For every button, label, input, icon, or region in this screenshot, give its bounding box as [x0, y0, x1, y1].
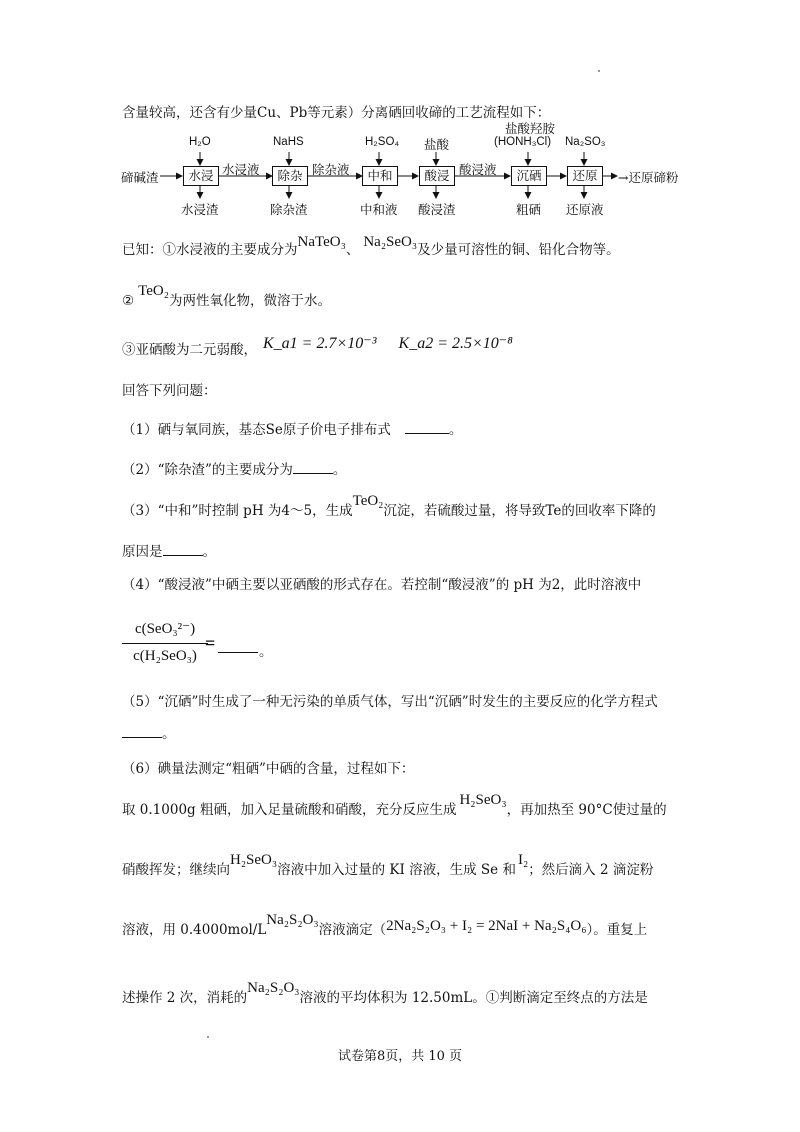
question-4: （4）“酸浸液”中硒主要以亚硒酸的形式存在。若控制“酸浸液”的 pH 为2，此时溶液中	[122, 577, 642, 593]
page-footer: 试卷第8页，共 10 页	[337, 1049, 463, 1064]
known-line-1	[122, 234, 620, 259]
answer-blank[interactable]	[122, 725, 162, 738]
formula: Na₂SeO₃	[363, 234, 418, 250]
circled-number: ②	[122, 293, 135, 309]
question-6-line-3	[122, 912, 648, 939]
step-box: 沉硒	[511, 166, 547, 186]
reagent-label: 盐酸羟胺	[505, 121, 556, 136]
reagent-label: Na₂SO₃	[565, 136, 606, 148]
output-label: 还原液	[566, 202, 604, 217]
formula: NaTeO₃	[297, 234, 346, 250]
formula: Na₂S₂O₃	[266, 912, 319, 928]
question-text: 溶液，用 0.4000mol/L	[122, 922, 267, 938]
answer-blank[interactable]	[293, 461, 333, 474]
known-text: ③亚硒酸为二元弱酸，	[122, 342, 257, 358]
step-box: 还原	[567, 166, 603, 186]
question-text: 取 0.1000g 粗硒，加入足量硫酸和硝酸，充分反应生成	[122, 802, 457, 818]
formula: H₂SeO₃	[230, 852, 278, 868]
question-6-line-4	[122, 980, 648, 1007]
ka1-expression: K_a1 = 2.7×10⁻³	[263, 335, 377, 352]
question-text: 溶液中加入过量的 KI 溶液，生成 Se 和	[277, 862, 516, 878]
question-1	[122, 418, 462, 438]
stream-label: 除杂液	[312, 162, 350, 177]
flow-arrows	[0, 0, 800, 230]
known-line-2	[122, 283, 331, 310]
question-text: ）。重复上	[586, 922, 648, 938]
reagent-label: H₂SO₄	[365, 136, 400, 148]
reagent-label: 盐酸	[424, 137, 450, 152]
question-text: （1）硒与氧同族，基态Se原子价电子排布式	[122, 422, 391, 438]
formula: H₂SeO₃	[459, 792, 507, 808]
question-3-cont	[122, 540, 216, 560]
intro-text: 含量较高，还含有少量Cu、Pb等元素）分离硒回收碲的工艺流程如下：	[122, 105, 551, 121]
output-label: 中和液	[360, 202, 398, 217]
titration-equation: 2Na₂S₂O₃ + I₂ = 2NaI + Na₂S₄O₆	[386, 918, 587, 934]
question-2	[122, 458, 346, 478]
fraction-denominator: c(H₂SeO₃)	[133, 648, 197, 664]
output-label: 酸浸渣	[418, 202, 456, 217]
known-text: 及少量可溶性的铜、铅化合物等。	[417, 242, 620, 258]
questions-prompt: 回答下列问题：	[122, 383, 217, 399]
punct: 。	[162, 726, 176, 742]
fraction-numerator: c(SeO₃²⁻)	[134, 621, 196, 637]
question-5-cont	[122, 722, 176, 742]
formula: TeO₂	[352, 493, 384, 509]
equals-sign: =	[205, 633, 216, 653]
punct: 。	[259, 644, 273, 660]
question-text: 溶液的平均体积为 12.50mL。①判断滴定至终点的方法是	[299, 990, 648, 1006]
reagent-label: NaHS	[273, 136, 304, 148]
question-6: （6）碘量法测定“粗硒”中硒的含量，过程如下：	[122, 761, 415, 777]
output-label: 水浸渣	[181, 202, 219, 217]
question-text: ；然后滴入 2 滴淀粉	[528, 862, 654, 878]
ka2-expression: K_a2 = 2.5×10⁻⁸	[398, 335, 513, 352]
question-6-line-2	[122, 852, 654, 879]
formula: I₂	[517, 852, 529, 868]
question-text: （3）“中和”时控制 pH 为4～5，生成	[122, 503, 353, 519]
separator: 、	[345, 242, 360, 258]
question-text: （2）“除杂渣”的主要成分为	[122, 462, 293, 478]
stream-label: 酸浸液	[459, 162, 497, 177]
formula: TeO₂	[138, 283, 169, 299]
question-text: 沉淀，若硫酸过量，将导致Te的回收率下降的	[383, 503, 656, 519]
formula: Na₂S₂O₃	[247, 980, 300, 996]
step-box: 中和	[362, 166, 398, 186]
flow-start: 碲碱渣	[121, 170, 159, 185]
step-box: 酸浸	[419, 166, 455, 186]
known-text: 为两性氧化物，微溶于水。	[168, 293, 331, 309]
punct: 。	[202, 544, 216, 560]
fraction-bar	[122, 643, 208, 644]
answer-blank[interactable]	[405, 421, 449, 434]
flow-end: →还原碲粉	[618, 170, 679, 185]
question-5: （5）“沉硒”时生成了一种无污染的单质气体，写出“沉硒”时发生的主要反应的化学方程式	[122, 694, 658, 710]
question-6-line-1	[122, 792, 667, 819]
question-text: 溶液滴定（	[318, 922, 387, 938]
reagent-label: (HONH₃Cl)	[494, 136, 552, 148]
punct: 。	[332, 462, 347, 478]
known-text: 已知：①水浸液的主要成分为	[122, 242, 298, 258]
output-label: 除杂渣	[270, 202, 308, 217]
answer-blank[interactable]	[163, 543, 203, 556]
step-box: 水浸	[183, 166, 219, 186]
question-3	[122, 493, 656, 520]
punct: 。	[448, 422, 463, 438]
scan-dot	[207, 1036, 209, 1038]
question-text: 述操作 2 次，消耗的	[122, 990, 248, 1006]
step-box: 除杂	[272, 166, 308, 186]
output-label: 粗硒	[516, 202, 542, 217]
question-text: 原因是	[122, 544, 163, 560]
reagent-label: H₂O	[189, 136, 211, 148]
stream-label: 水浸液	[222, 162, 260, 177]
question-text: ，再加热至 90°C使过量的	[506, 802, 667, 818]
answer-blank[interactable]	[218, 640, 258, 653]
question-text: 硝酸挥发；继续向	[122, 862, 230, 878]
known-line-3	[122, 335, 513, 359]
